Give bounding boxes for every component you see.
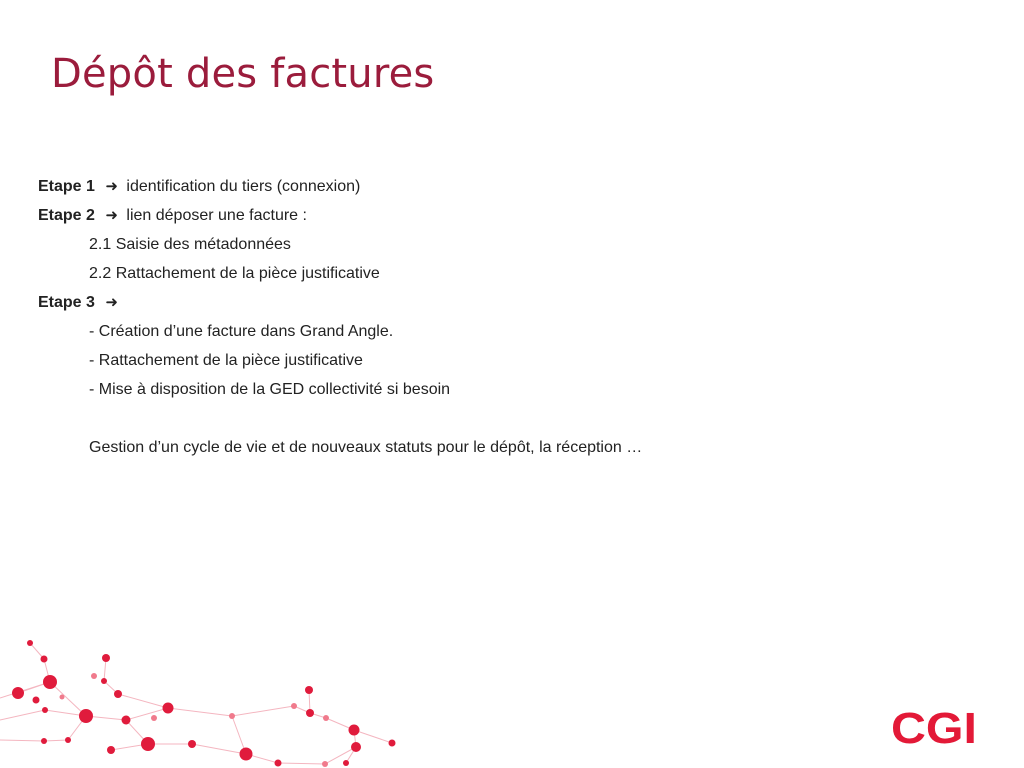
spacer [38, 407, 978, 436]
lifecycle-note: Gestion d’un cycle de vie et de nouveaux statuts pour le dépôt, la réception … [89, 439, 643, 456]
slide-title: Dépôt des factures [51, 51, 435, 97]
slide-content [38, 175, 978, 465]
step-3-subitem: - Mise à disposition de la GED collectivité si besoin [89, 381, 451, 398]
step-1 [38, 175, 978, 204]
cgi-logo-text: CGI [891, 706, 977, 746]
step-2 [38, 204, 978, 233]
step-1-label: Etape 1 [38, 178, 95, 195]
arrow-right-icon: ➜ [105, 294, 118, 311]
step-3 [38, 291, 978, 320]
network-nodes-icon [0, 600, 420, 768]
step-2-text: lien déposer une facture : [126, 207, 307, 224]
arrow-right-icon: ➜ [105, 207, 118, 224]
step-1-text: identification du tiers (connexion) [126, 178, 361, 195]
step-3-subitem: - Rattachement de la pièce justificative [89, 352, 363, 369]
step-3-subitem: - Création d’une facture dans Grand Angle. [89, 323, 394, 340]
step-2-subitem: 2.2 Rattachement de la pièce justificative [89, 265, 380, 282]
step-2-label: Etape 2 [38, 207, 95, 224]
step-3-label: Etape 3 [38, 294, 95, 311]
arrow-right-icon: ➜ [105, 178, 118, 195]
cgi-logo [891, 706, 977, 746]
step-2-subitem: 2.1 Saisie des métadonnées [89, 236, 291, 253]
